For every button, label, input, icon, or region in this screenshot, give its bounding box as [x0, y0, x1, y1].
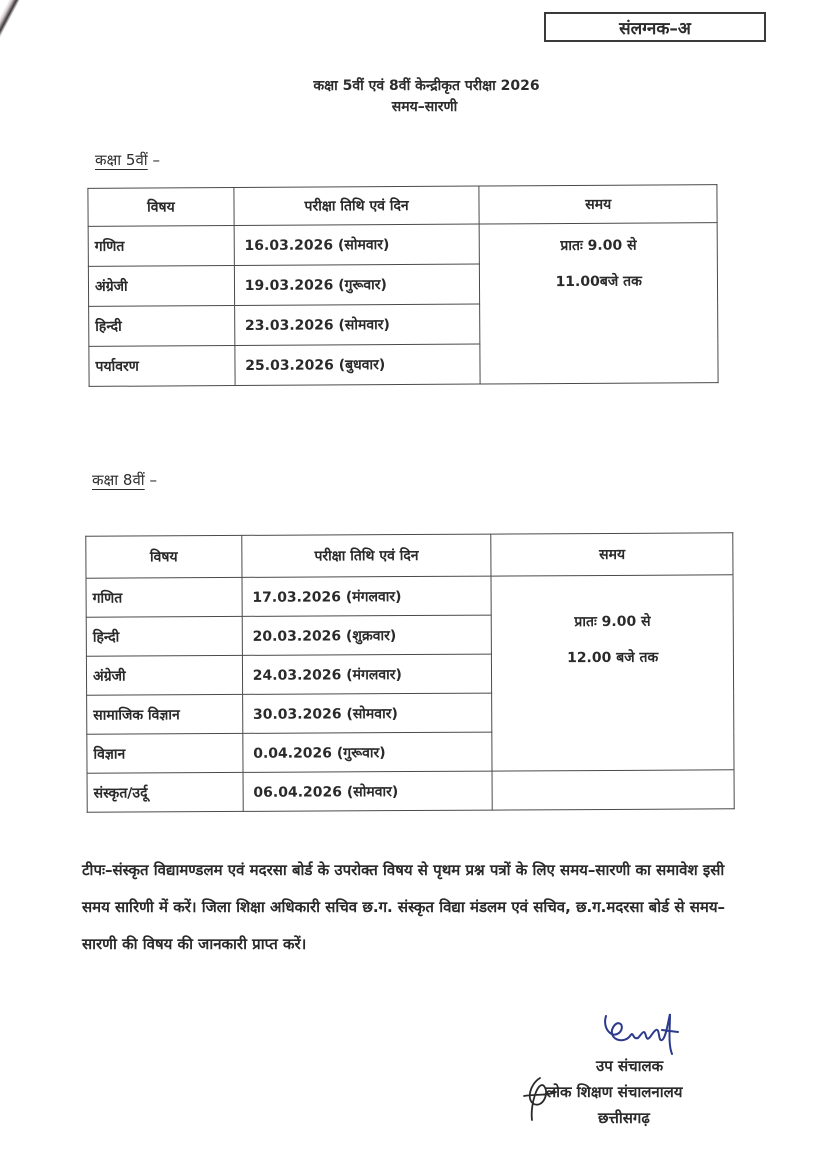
class8-label-dash: –: [144, 471, 157, 489]
subject-cell: अंग्रेजी: [88, 266, 234, 307]
class5-label-text: कक्षा 5वीं: [95, 151, 148, 169]
annexure-label: संलग्नक–अ: [619, 18, 691, 39]
subject-cell: गणित: [86, 577, 242, 617]
date-cell: 25.03.2026 (बुधवार): [235, 344, 481, 385]
class5-label-dash: –: [147, 151, 160, 169]
table-row: [86, 575, 733, 617]
class8-label-text: कक्षा 8वीं: [92, 471, 145, 489]
time-end: 11.00बजे तक: [555, 273, 642, 291]
note-paragraph: टीपः–संस्कृत विद्यामण्डलम एवं मदरसा बोर्ड के उपरोक्त विषय से पृथम प्रश्न पत्रों के लिए समय–सारणी का समावेश इसी समय सारिणी में करें। जिला शिक्षा अधिकारी सचिव छ.ग. संस्कृत विद्या मंडलम एवं सचिव, छ.ग.मदरसा बोर्ड से समय–सारणी की विषय की जानकारी प्राप्त करें।: [82, 861, 726, 953]
table-row: [88, 223, 717, 267]
header-subject: विषय: [86, 535, 242, 578]
date-cell: 06.04.2026 (सोमवार): [243, 771, 493, 811]
annexure-label-box: [544, 12, 766, 42]
subject-cell: हिन्दी: [89, 306, 235, 347]
header-time: समय: [491, 533, 733, 576]
date-cell: 16.03.2026 (सोमवार): [234, 224, 480, 265]
signatory-office: लोक शिक्षण संचालनालय: [546, 1083, 683, 1101]
class8-timetable: [85, 532, 734, 812]
date-cell: 0.04.2026 (गुरूवार): [243, 732, 493, 772]
header-date-day: परीक्षा तिथि एवं दिन: [234, 186, 480, 225]
time-cell: [491, 575, 734, 771]
subject-cell: संस्कृत/उर्दू: [87, 772, 243, 812]
date-cell: 30.03.2026 (सोमवार): [242, 693, 492, 733]
header-time: समय: [479, 185, 717, 224]
table-header-row: [88, 185, 717, 227]
subject-cell: अंग्रेजी: [86, 655, 242, 695]
time-cell: [480, 223, 719, 384]
subject-cell: विज्ञान: [87, 733, 243, 773]
time-start: प्रातः 9.00 से: [560, 237, 637, 255]
class5-section-label: [95, 150, 160, 170]
header-date-day: परीक्षा तिथि एवं दिन: [242, 534, 492, 577]
table-row: [87, 770, 734, 812]
class8-section-label: [92, 470, 157, 490]
subject-cell: गणित: [88, 226, 234, 267]
document-title: कक्षा 5वीं एवं 8वीं केन्द्रीकृत परीक्षा 2026: [313, 78, 540, 94]
date-cell: 19.03.2026 (गुरूवार): [234, 264, 480, 305]
time-start: प्रातः 9.00 से: [574, 613, 651, 631]
time-end: 12.00 बजे तक: [567, 649, 659, 667]
subject-cell: सामाजिक विज्ञान: [87, 694, 243, 734]
date-cell: 17.03.2026 (मंगलवार): [242, 576, 492, 616]
date-cell: 23.03.2026 (सोमवार): [234, 304, 480, 345]
document-subtitle: समय–सारणी: [391, 99, 458, 115]
date-cell: 24.03.2026 (मंगलवार): [242, 654, 492, 694]
header-subject: विषय: [88, 188, 234, 227]
table-header-row: [86, 533, 733, 578]
empty-time-cell: [492, 770, 734, 810]
subject-cell: पर्यावरण: [89, 346, 235, 387]
signatory-state: छत्तीसगढ़: [598, 1109, 650, 1127]
subject-cell: हिन्दी: [86, 616, 242, 656]
signature-icon: [598, 1010, 688, 1060]
class5-timetable: [87, 184, 718, 387]
signatory-designation: उप संचालक: [596, 1057, 664, 1075]
date-cell: 20.03.2026 (शुक्रवार): [242, 615, 492, 655]
